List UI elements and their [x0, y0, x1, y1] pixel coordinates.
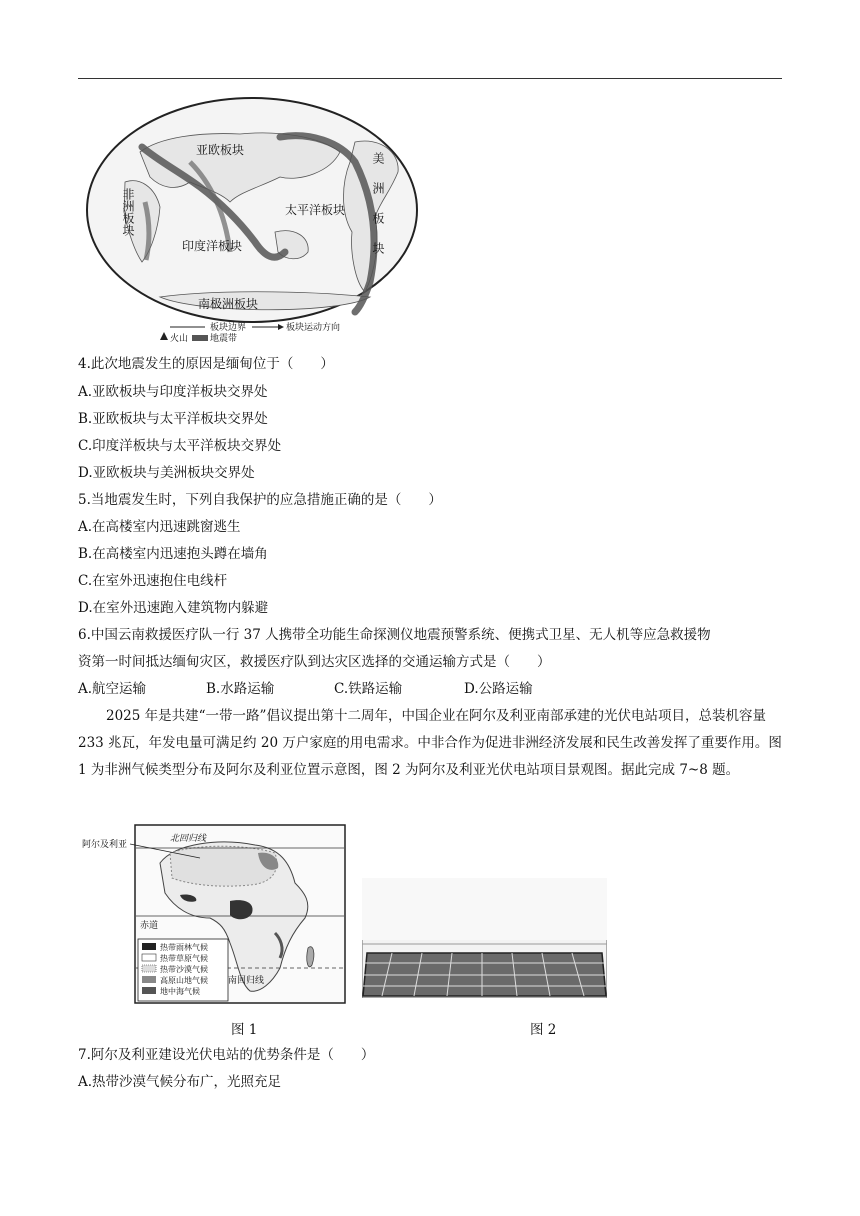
q6-stem-line1: 6.中国云南救援医疗队一行 37 人携带全功能生命探测仪地震预警系统、便携式卫星、无人机等应急救援物 [78, 627, 711, 643]
q4-stem: 4.此次地震发生的原因是缅甸位于（ ） [78, 356, 334, 372]
q6-option-a: A.航空运输 [78, 681, 147, 697]
q5-option-a: A.在高楼室内迅速跳窗逃生 [78, 519, 241, 535]
reading-passage: 2025 年是共建“一带一路”倡议提出第十二周年，中国企业在阿尔及利亚南部承建的光伏电站项目，总装机容量 233 兆瓦，年发电量可满足约 20 万户家庭的用电需求。中非合作为促进非洲经济发展和民生改善发挥了重要作用。图 1 为非洲气候类型分布及阿尔及利亚位置示意图，图 2 为阿尔及利亚光伏电站项目景观图。据此完成 7~8 题。 [78, 708, 782, 778]
legend-savanna: 热带草原气候 [160, 954, 208, 963]
q5-stem: 5.当地震发生时，下列自我保护的应急措施正确的是（ ） [78, 492, 442, 508]
caption-fig1: 图 1 [231, 1022, 258, 1038]
legend-desert: 热带沙漠气候 [160, 965, 208, 974]
q6-stem-line2: 资第一时间抵达缅甸灾区，救援医疗队到达灾区选择的交通运输方式是（ ） [78, 654, 551, 670]
legend-direction: 板块运动方向 [286, 323, 341, 333]
label-tropic-south: 南回归线 [228, 976, 265, 986]
q6-options [78, 679, 533, 699]
label-indian-plate: 印度洋板块 [182, 239, 243, 253]
q5-option-c: C.在室外迅速抱住电线杆 [78, 573, 228, 589]
caption-fig2: 图 2 [530, 1022, 557, 1038]
q4-option-b: B.亚欧板块与太平洋板块交界处 [78, 411, 268, 427]
label-african-plate [121, 187, 135, 236]
header-rule [78, 78, 782, 79]
world-plate-map [80, 92, 425, 342]
label-eurasian-plate: 亚欧板块 [196, 143, 245, 157]
q5-option-d: D.在室外迅速跑入建筑物内躲避 [78, 600, 269, 616]
label-american-plate [371, 152, 385, 272]
label-antarctic-plate: 南极洲板块 [198, 297, 259, 311]
q5-option-b: B.在高楼室内迅速抱头蹲在墙角 [78, 546, 268, 562]
legend-highland: 高原山地气候 [160, 976, 208, 985]
q6-option-c: C.铁路运输 [334, 681, 403, 697]
africa-climate-map [80, 823, 348, 1005]
label-tropic-north: 北回归线 [170, 834, 207, 844]
q4-option-d: D.亚欧板块与美洲板块交界处 [78, 465, 255, 481]
q6-option-d: D.公路运输 [464, 681, 533, 697]
africa-map-legend [138, 939, 228, 1001]
q4-option-a: A.亚欧板块与印度洋板块交界处 [78, 384, 268, 400]
label-pacific-plate: 太平洋板块 [285, 203, 346, 217]
q4-option-c: C.印度洋板块与太平洋板块交界处 [78, 438, 282, 454]
legend-seismic-belt: 地震带 [210, 334, 238, 342]
label-equator: 赤道 [140, 921, 159, 931]
legend-mediterranean: 地中海气候 [160, 987, 200, 996]
q7-option-a: A.热带沙漠气候分布广，光照充足 [78, 1074, 282, 1090]
svg-text:美洲板块: 美洲板块 [371, 152, 385, 272]
legend-rainforest: 热带雨林气候 [160, 943, 208, 952]
legend-boundary: 板块边界 [210, 323, 247, 333]
q7-stem: 7.阿尔及利亚建设光伏电站的优势条件是（ ） [78, 1047, 375, 1063]
svg-text:非洲板块: 非洲板块 [121, 188, 135, 236]
q6-option-b: B.水路运输 [206, 681, 275, 697]
solar-plant-photo [362, 878, 607, 998]
legend-volcano: 火山 [170, 334, 189, 342]
label-algeria: 阿尔及利亚 [82, 840, 128, 850]
